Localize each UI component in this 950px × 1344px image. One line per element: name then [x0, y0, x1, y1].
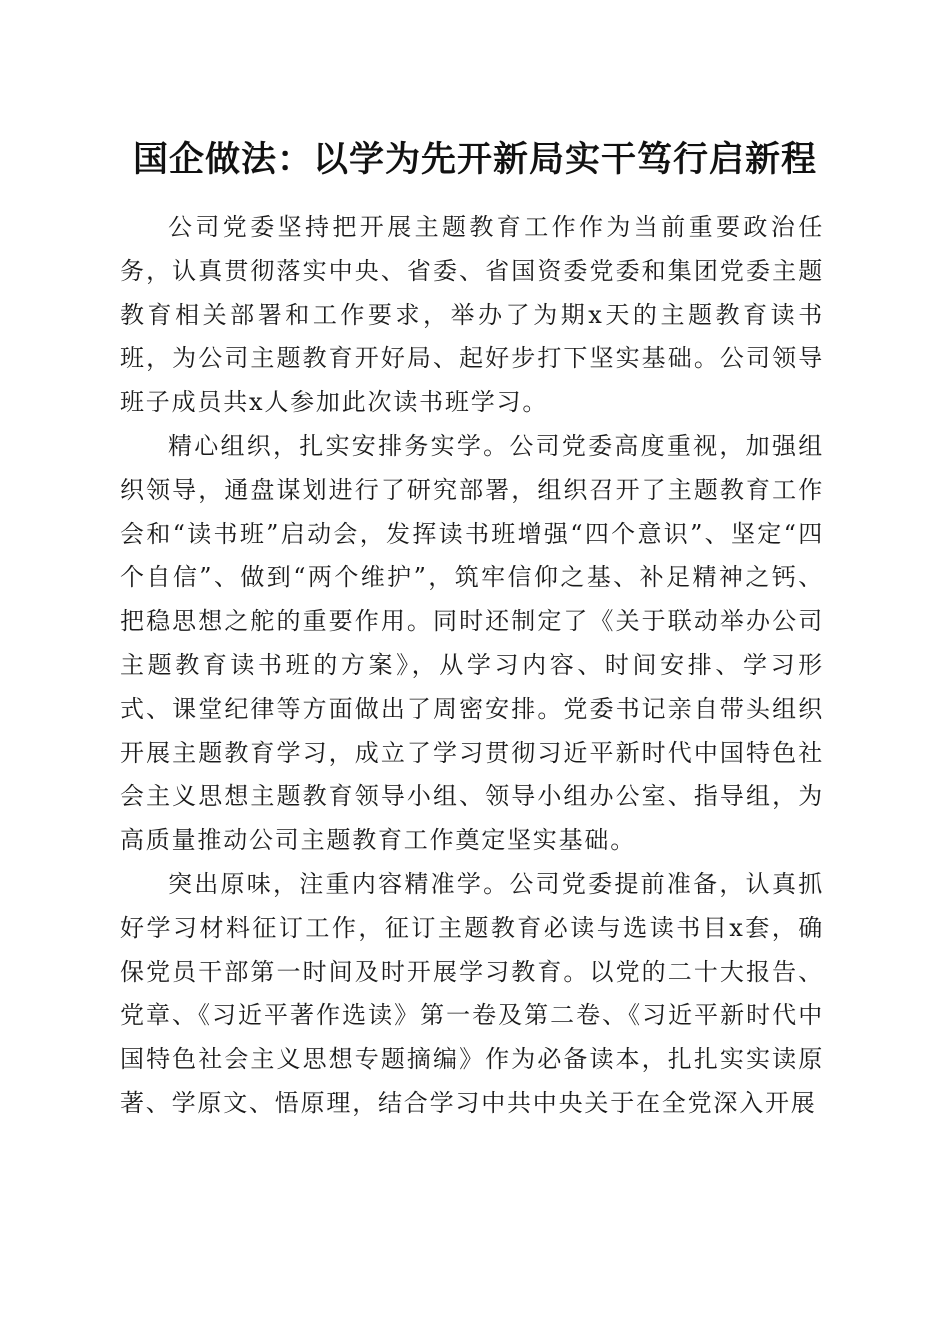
document-body: [120, 206, 824, 1126]
paragraph-organization: 精心组织，扎实安排务实学。公司党委高度重视，加强组织领导，通盘谋划进行了研究部署，组织召开了主题教育工作会和“读书班”启动会，发挥读书班增强“四个意识”、坚定“四个自信”、做到“两个维护”，筑牢信仰之基、补足精神之钙、把稳思想之舵的重要作用。同时还制定了《关于联动举办公司主题教育读书班的方案》，从学习内容、时间安排、学习形式、课堂纪律等方面做出了周密安排。党委书记亲自带头组织开展主题教育学习，成立了学习贯彻习近平新时代中国特色社会主义思想主题教育领导小组、领导小组办公室、指导组，为高质量推动公司主题教育工作奠定坚实基础。: [120, 431, 824, 855]
paragraph-content: 突出原味，注重内容精准学。公司党委提前准备，认真抓好学习材料征订工作，征订主题教育必读与选读书目x套，确保党员干部第一时间及时开展学习教育。以党的二十大报告、党章、《习近平著作选读》第一卷及第二卷、《习近平新时代中国特色社会主义思想专题摘编》作为必备读本，扎扎实实读原著、学原文、悟原理，结合学习中共中央关于在全党深入开展: [120, 869, 824, 1117]
document-title: 国企做法：以学为先开新局实干笃行启新程: [132, 139, 817, 180]
paragraph-intro: 公司党委坚持把开展主题教育工作作为当前重要政治任务，认真贯彻落实中央、省委、省国资委党委和集团党委主题教育相关部署和工作要求，举办了为期x天的主题教育读书班，为公司主题教育开好局、起好步打下坚实基础。公司领导班子成员共x人参加此次读书班学习。: [120, 213, 824, 417]
